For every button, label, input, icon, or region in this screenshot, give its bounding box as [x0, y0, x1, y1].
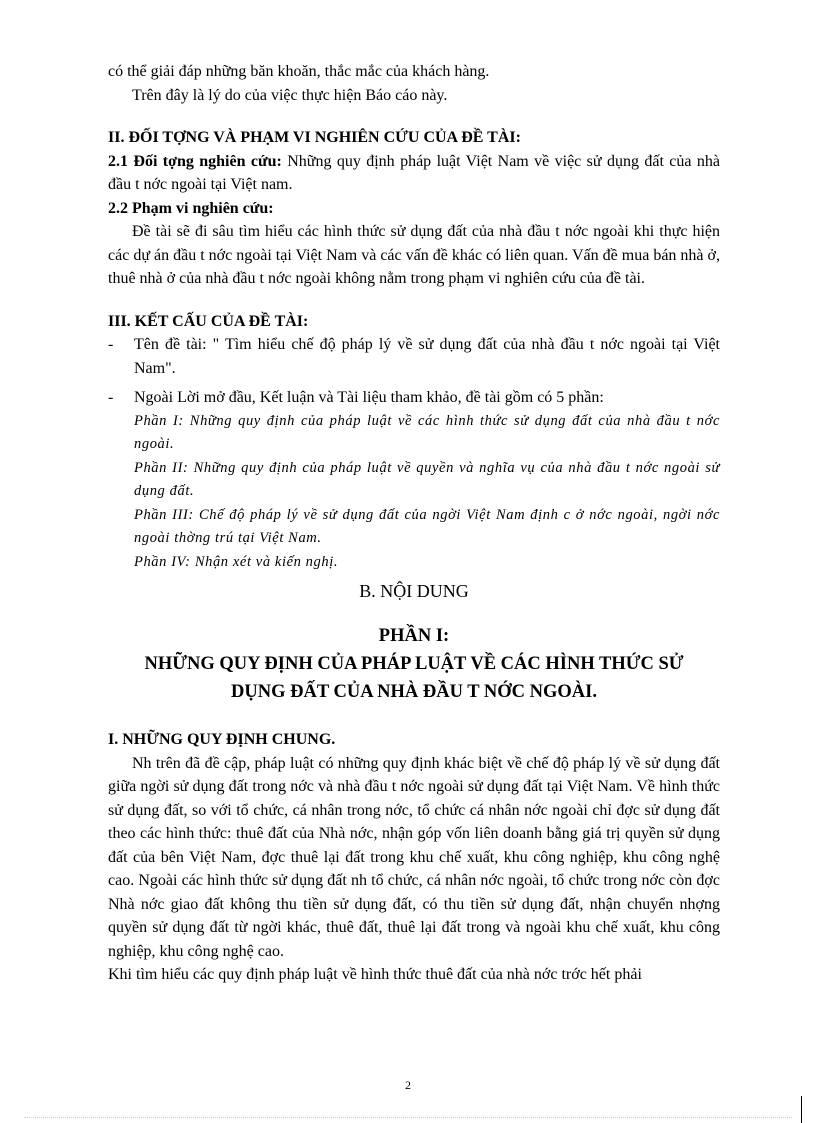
part-label: PHẦN I:: [378, 626, 450, 646]
page-number: 2: [405, 1078, 411, 1092]
subsection-label: 2.2 Phạm vi nghiên cứu:: [108, 199, 274, 217]
paragraph: Trên đây là lý do của việc thực hiện Báo cáo này.: [132, 86, 448, 104]
subsection-label: 2.1 Đối tợng nghiên cứu:: [108, 152, 282, 170]
chapter-title: B. NỘI DUNG: [359, 581, 469, 601]
part-item: Phần III: Chế độ pháp lý về sử dụng đất của ngời Việt Nam định c ở nớc ngoài, ngời nớc ngoài thờng trú tại Việt Nam.: [134, 506, 720, 546]
paragraph: có thể giải đáp những băn khoăn, thắc mắc của khách hàng.: [108, 63, 490, 80]
section-heading: I. NHỮNG QUY ĐỊNH CHUNG.: [108, 731, 336, 748]
paragraph: Đề tài sẽ đi sâu tìm hiểu các hình thức sử dụng đất của nhà đầu t nớc ngoài khi thực hiện các dự án đầu t nớc ngoài tại Việt Nam và các vấn đề khác có liên quan. Vấn đề mua bán nhà ở, thuê nhà ở của nhà đầu t nớc ngoài không nằm trong phạm vi nghiên cứu của đề tài.: [108, 223, 720, 287]
section-heading: II. ĐỐI TỢNG VÀ PHẠM VI NGHIÊN CỨU CỦA ĐỀ TÀI:: [108, 129, 521, 146]
subsection-text: Những quy định pháp luật Việt Nam về việc sử dụng đất của nhà đầu t nớc ngoài tại Việt nam.: [108, 152, 720, 193]
page-bottom-divider: [24, 1117, 792, 1118]
paragraph: Nh trên đã đề cập, pháp luật có những quy định khác biệt về chế độ pháp lý về sử dụng đất giữa ngời sử dụng đất trong nớc và nhà đầu t nớc ngoài sử dụng đất tại Việt Nam. Về hình thức sử dụng đất, so với tổ chức, cá nhân trong nớc, tổ chức cá nhân nớc ngoài chỉ đợc sử dụng đất theo các hình thức: thuê đất của Nhà nớc, nhận góp vốn liên doanh bằng giá trị quyền sử dụng đất của bên Việt Nam, đợc thuê lại đất trong khu chế xuất, khu công nghiệp, khu công nghệ cao. Ngoài các hình thức sử dụng đất nh tổ chức, cá nhân nớc ngoài, tổ chức trong nớc còn đợc Nhà nớc giao đất không thu tiền sử dụng đất, có thu tiền sử dụng đất, nhận chuyển nhợng quyền sử dụng đất từ ngời khác, thuê đất, thuê lại đất trong và ngoài khu chế xuất, khu công nghiệp, khu công nghệ cao.: [108, 754, 720, 960]
part-title-line: NHỮNG QUY ĐỊNH CỦA PHÁP LUẬT VỀ CÁC HÌNH THỨC SỬ: [144, 654, 684, 674]
part-item: Phần II: Những quy định của pháp luật về quyền và nghĩa vụ của nhà đầu t nớc ngoài sử dụng đất.: [134, 459, 720, 499]
part-item: Phần IV: Nhận xét và kiến nghị.: [134, 553, 339, 570]
bullet-item: - Ngoài Lời mở đầu, Kết luận và Tài liệu tham khảo, đề tài gồm có 5 phần:: [108, 386, 720, 410]
section-heading: III. KẾT CẤU CỦA ĐỀ TÀI:: [108, 312, 309, 330]
paragraph: Khi tìm hiểu các quy định pháp luật về hình thức thuê đất của nhà nớc trớc hết phải: [108, 966, 642, 983]
part-title-line: DỤNG ĐẤT CỦA NHÀ ĐẦU T NỚC NGOÀI.: [231, 682, 597, 702]
part-item: Phần I: Những quy định của pháp luật về các hình thức sử dụng đất của nhà đầu t nớc ngoài.: [134, 412, 720, 452]
document-page: [108, 60, 720, 987]
bullet-item: - Tên đề tài: " Tìm hiểu chế độ pháp lý về sử dụng đất của nhà đầu t nớc ngoài tại Việt Nam".: [108, 333, 720, 380]
page-edge-mark: [801, 1096, 802, 1123]
subsection-2-1: [108, 150, 720, 197]
